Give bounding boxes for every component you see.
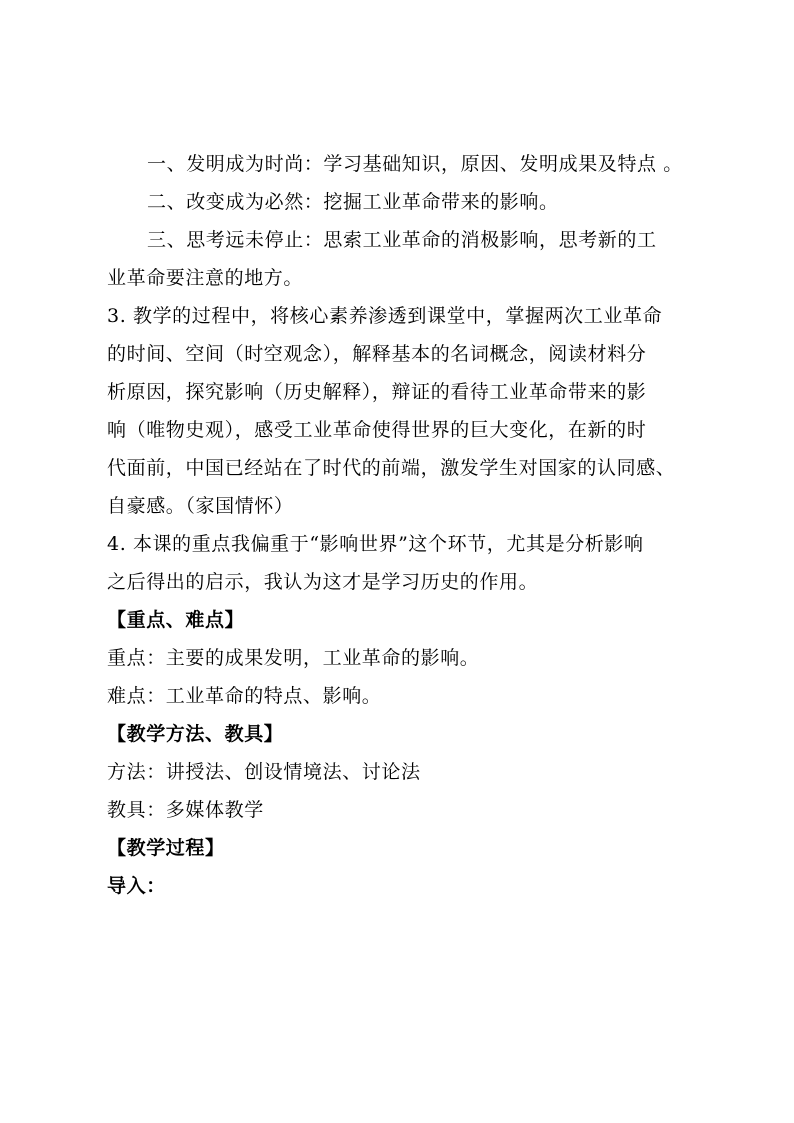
outline-item-2: 二、改变成为必然：挖掘工业革命带来的影响。 xyxy=(147,191,559,213)
paragraph-3-line-3: 析原因，探究影响（历史解释），辩证的看待工业革命带来的影 xyxy=(107,381,647,403)
paragraph-3-line-6: 自豪感。（家国情怀） xyxy=(107,495,294,517)
outline-item-3: 三、思考远未停止：思索工业革命的消极影响，思考新的工 xyxy=(147,229,657,251)
teaching-aids-line: 教具：多媒体教学 xyxy=(107,799,264,821)
section-heading-key-points: 【重点、难点】 xyxy=(107,609,245,631)
paragraph-3-line-4: 响（唯物史观），感受工业革命使得世界的巨大变化，在新的时 xyxy=(107,419,647,441)
section-heading-process: 【教学过程】 xyxy=(107,837,225,859)
document-body xyxy=(107,145,707,905)
outline-item-3-cont: 业革命要注意的地方。 xyxy=(107,267,304,289)
introduction-label: 导入： xyxy=(107,875,166,897)
paragraph-4-line-2: 之后得出的启示，我认为这才是学习历史的作用。 xyxy=(107,571,539,593)
paragraph-4-line-1: 4. 本课的重点我偏重于“影响世界”这个环节，尤其是分析影响 xyxy=(107,533,644,555)
section-heading-methods: 【教学方法、教具】 xyxy=(107,723,284,745)
difficult-point-line: 难点：工业革命的特点、影响。 xyxy=(107,685,382,707)
paragraph-3-line-2: 的时间、空间（时空观念），解释基本的名词概念，阅读材料分 xyxy=(107,343,647,365)
key-point-line: 重点：主要的成果发明，工业革命的影响。 xyxy=(107,647,480,669)
methods-line: 方法：讲授法、创设情境法、讨论法 xyxy=(107,761,421,783)
outline-item-1: 一、发明成为时尚：学习基础知识，原因、发明成果及特点 。 xyxy=(147,153,683,175)
paragraph-3-line-5: 代面前，中国已经站在了时代的前端，激发学生对国家的认同感、 xyxy=(107,457,676,479)
paragraph-3-line-1: 3. 教学的过程中，将核心素养渗透到课堂中，掌握两次工业革命 xyxy=(107,305,663,327)
